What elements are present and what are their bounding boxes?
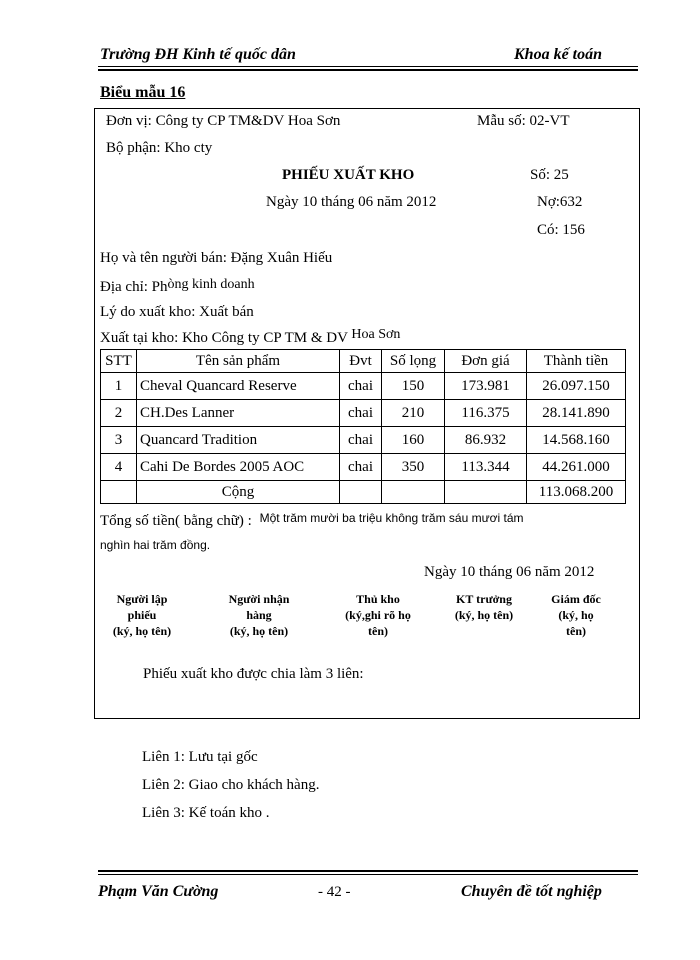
sig-title-cont: phiếu (127, 608, 157, 622)
table-total-row (101, 481, 626, 504)
document-number: Số: 25 (530, 167, 569, 183)
footer-rule (98, 874, 638, 875)
cell-product: Cheval Quancard Reserve (137, 373, 340, 400)
copies-note: Phiếu xuất kho được chia làm 3 liên: (143, 666, 364, 682)
sig-note: (ký, họ tên) (112, 624, 172, 638)
signature-chief-accountant (434, 591, 534, 623)
table-row (101, 373, 626, 400)
sig-note: (ký,ghi rõ họ (345, 608, 411, 622)
sig-note: (ký, họ tên) (454, 608, 514, 622)
goods-table (100, 349, 626, 504)
credit-account: Có: 156 (537, 222, 585, 238)
col-header: Đvt (340, 350, 382, 373)
copy-item: Liên 1: Lưu tại gốc (142, 749, 258, 765)
sig-title: Người lập (116, 592, 168, 606)
unit-value: Công ty CP TM&DV Hoa Sơn (155, 113, 341, 129)
table-row (101, 454, 626, 481)
cell-stt: 1 (101, 373, 137, 400)
cell-unit: chai (340, 373, 382, 400)
header-rule (98, 66, 638, 67)
sig-note: (ký, họ tên) (229, 624, 289, 638)
cell-stt: 4 (101, 454, 137, 481)
copy-item: Liên 2: Giao cho khách hàng. (142, 777, 320, 793)
cell-stt: 3 (101, 427, 137, 454)
cell-price: 86.932 (445, 427, 527, 454)
sig-title: Giám đốc (551, 592, 601, 606)
address-line (100, 279, 255, 296)
form-label: Biểu mẫu 16 (100, 84, 186, 101)
cell-price: 173.981 (445, 373, 527, 400)
col-header: STT (101, 350, 137, 373)
signature-storekeeper (328, 591, 428, 639)
col-header: Đơn giá (445, 350, 527, 373)
sig-note-cont: tên) (368, 624, 388, 638)
form-number: Mẫu số: 02-VT (477, 113, 570, 129)
cell-empty (101, 481, 137, 504)
warehouse-line (100, 327, 401, 347)
header-faculty: Khoa kế toán (514, 46, 603, 63)
cell-unit: chai (340, 454, 382, 481)
cell-amount: 14.568.160 (527, 427, 626, 454)
address-label: Địa chỉ: Ph (100, 279, 168, 295)
cell-empty (382, 481, 445, 504)
cell-product: Quancard Tradition (137, 427, 340, 454)
footer-author: Phạm Văn Cường (98, 883, 219, 900)
copy-item: Liên 3: Kế toán kho . (142, 805, 270, 821)
signature-date: Ngày 10 tháng 06 năm 2012 (424, 564, 595, 580)
cell-empty (340, 481, 382, 504)
total-words-line (100, 513, 524, 530)
header-rule-thick (98, 69, 638, 71)
total-words-text: Một trăm mười ba triệu không trăm sáu mươi tám (259, 511, 524, 525)
col-header: Thành tiền (527, 350, 626, 373)
cell-empty (445, 481, 527, 504)
sig-title-cont: hàng (246, 608, 272, 622)
total-label: Cộng (137, 481, 340, 504)
table-header-row (101, 350, 626, 373)
sig-note: (ký, họ (558, 608, 594, 622)
address-value: òng kinh doanh (167, 277, 255, 292)
table-row (101, 400, 626, 427)
cell-qty: 350 (382, 454, 445, 481)
sig-title: Người nhận (228, 592, 290, 606)
col-header: Tên sản phẩm (137, 350, 340, 373)
cell-amount: 26.097.150 (527, 373, 626, 400)
document-title: PHIẾU XUẤT KHO (282, 167, 415, 183)
cell-amount: 44.261.000 (527, 454, 626, 481)
cell-amount: 28.141.890 (527, 400, 626, 427)
reason-line: Lý do xuất kho: Xuất bán (100, 304, 254, 320)
seller-line: Họ và tên người bán: Đặng Xuân Hiếu (100, 250, 333, 266)
warehouse-label: Xuất tại kho: Kho Công ty CP TM & DV (100, 330, 348, 346)
debit-account: Nợ:632 (537, 194, 583, 210)
sig-note-cont: tên) (566, 624, 586, 638)
footer-thesis: Chuyên đề tốt nghiệp (461, 883, 602, 900)
document-date: Ngày 10 tháng 06 năm 2012 (266, 194, 437, 210)
footer-rule-thick (98, 870, 638, 872)
department-label: Bộ phận: (106, 140, 161, 156)
page-number: - 42 - (318, 884, 351, 900)
total-words-continued: nghìn hai trăm đồng. (100, 538, 211, 552)
cell-qty: 160 (382, 427, 445, 454)
cell-unit: chai (340, 427, 382, 454)
signature-preparer (92, 591, 192, 639)
sig-title: KT trưởng (456, 592, 512, 606)
table-row (101, 427, 626, 454)
cell-price: 113.344 (445, 454, 527, 481)
cell-qty: 210 (382, 400, 445, 427)
signature-director (526, 591, 626, 639)
signature-receiver (209, 591, 309, 639)
cell-unit: chai (340, 400, 382, 427)
department-line (106, 140, 212, 157)
warehouse-value: Hoa Sơn (351, 327, 401, 342)
sig-title: Thủ kho (356, 592, 400, 606)
unit-line (106, 113, 340, 130)
cell-price: 116.375 (445, 400, 527, 427)
total-amount: 113.068.200 (527, 481, 626, 504)
cell-product: CH.Des Lanner (137, 400, 340, 427)
cell-product: Cahi De Bordes 2005 AOC (137, 454, 340, 481)
col-header: Số lọng (382, 350, 445, 373)
cell-stt: 2 (101, 400, 137, 427)
header-school: Trường ĐH Kinh tế quốc dân (100, 46, 296, 63)
cell-qty: 150 (382, 373, 445, 400)
unit-label: Đơn vị: (106, 113, 152, 129)
total-words-label: Tổng số tiền( bằng chữ) : (100, 513, 252, 529)
department-value: Kho cty (164, 140, 213, 156)
